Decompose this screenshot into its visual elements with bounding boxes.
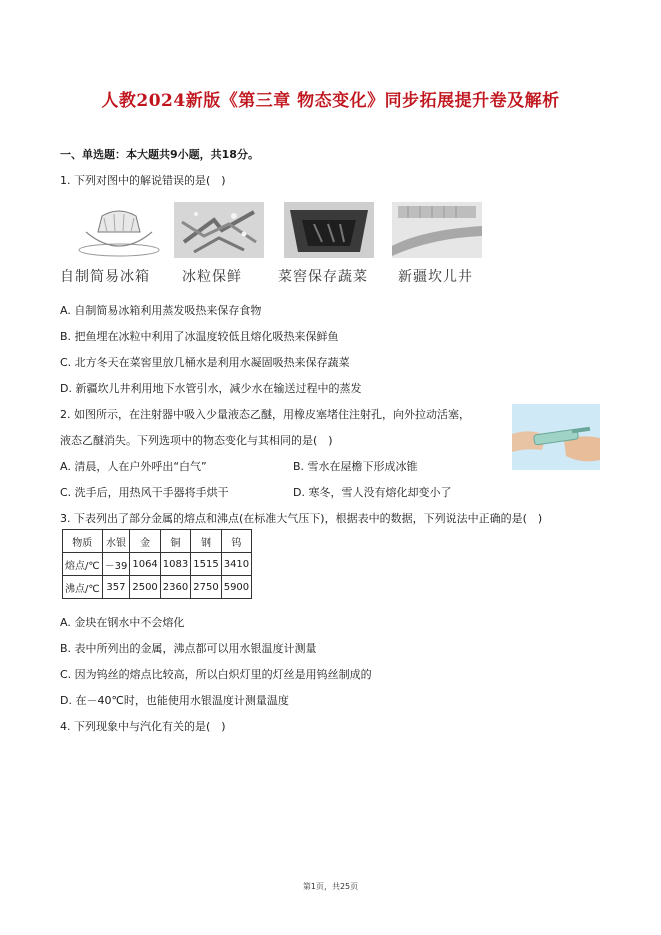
metal-properties-table (62, 529, 252, 599)
table-cell: －39 (102, 553, 130, 576)
table-cell: 熔点/℃ (63, 553, 103, 576)
question-3-option-c: C. 因为钨丝的熔点比较高，所以白炽灯里的灯丝是用钨丝制成的 (60, 668, 372, 681)
table-cell: 1064 (130, 553, 160, 576)
ice-fish-figure (174, 202, 264, 258)
cellar-figure (284, 202, 374, 258)
table-cell: 沸点/℃ (63, 576, 103, 599)
question-2-stem-line-2: 液态乙醚消失。下列选项中的物态变化与其相同的是( ) (60, 434, 333, 447)
karez-figure (392, 202, 482, 258)
table-cell: 1083 (160, 553, 190, 576)
table-row (63, 576, 252, 599)
question-2-option-b: B. 雪水在屋檐下形成冰锥 (293, 460, 418, 473)
question-3-option-a: A. 金块在钢水中不会熔化 (60, 616, 185, 629)
table-cell: 5900 (221, 576, 251, 599)
figure-caption-fridge: 自制简易冰箱 (60, 269, 150, 285)
question-2-option-c: C. 洗手后，用热风干手器将手烘干 (60, 486, 229, 499)
question-3-option-b: B. 表中所列出的金属，沸点都可以用水银温度计测量 (60, 642, 317, 655)
table-header-cell: 金 (130, 530, 160, 553)
table-cell: 3410 (221, 553, 251, 576)
table-cell: 2500 (130, 576, 160, 599)
question-3-stem: 3. 下表列出了部分金属的熔点和沸点(在标准大气压下)，根据表中的数据，下列说法中正确的是( ) (60, 512, 543, 525)
table-cell: 2360 (160, 576, 190, 599)
fridge-figure (74, 202, 164, 258)
section-heading: 一、单选题：本大题共9小题，共18分。 (60, 148, 259, 161)
question-1-option-a: A. 自制简易冰箱利用蒸发吸热来保存食物 (60, 304, 262, 317)
table-cell: 357 (102, 576, 130, 599)
table-row (63, 553, 252, 576)
question-1-stem: 1. 下列对图中的解说错误的是( ) (60, 174, 226, 187)
question-1-option-b: B. 把鱼埋在冰粒中利用了冰温度较低且熔化吸热来保鲜鱼 (60, 330, 339, 343)
table-cell: 1515 (191, 553, 221, 576)
table-header-cell: 水银 (102, 530, 130, 553)
question-2-option-d: D. 寒冬，雪人没有熔化却变小了 (293, 486, 452, 499)
question-1-option-c: C. 北方冬天在菜窖里放几桶水是利用水凝固吸热来保存蔬菜 (60, 356, 350, 369)
figure-caption-karez: 新疆坎儿井 (398, 269, 473, 285)
table-header-cell: 钨 (221, 530, 251, 553)
question-4-stem: 4. 下列现象中与汽化有关的是( ) (60, 720, 226, 733)
question-1-figures (60, 202, 500, 292)
page-title: 人教2024新版《第三章 物态变化》同步拓展提升卷及解析 (101, 91, 560, 111)
question-2-option-a: A. 清晨，人在户外呼出“白气” (60, 460, 207, 473)
syringe-hand-figure (512, 404, 600, 470)
table-header-cell: 物质 (63, 530, 103, 553)
question-2-stem-line-1: 2. 如图所示，在注射器中吸入少量液态乙醚，用橡皮塞堵住注射孔，向外拉动活塞， (60, 408, 470, 421)
table-header-row (63, 530, 252, 553)
table-header-cell: 铜 (160, 530, 190, 553)
table-header-cell: 钢 (191, 530, 221, 553)
question-1-option-d: D. 新疆坎儿井利用地下水管引水，减少水在输送过程中的蒸发 (60, 382, 362, 395)
figure-caption-ice: 冰粒保鲜 (182, 269, 242, 285)
figure-caption-cellar: 菜窖保存蔬菜 (278, 269, 368, 285)
question-3-option-d: D. 在－40℃时，也能使用水银温度计测量温度 (60, 694, 289, 707)
page-footer: 第1页，共25页 (302, 882, 359, 891)
table-cell: 2750 (191, 576, 221, 599)
